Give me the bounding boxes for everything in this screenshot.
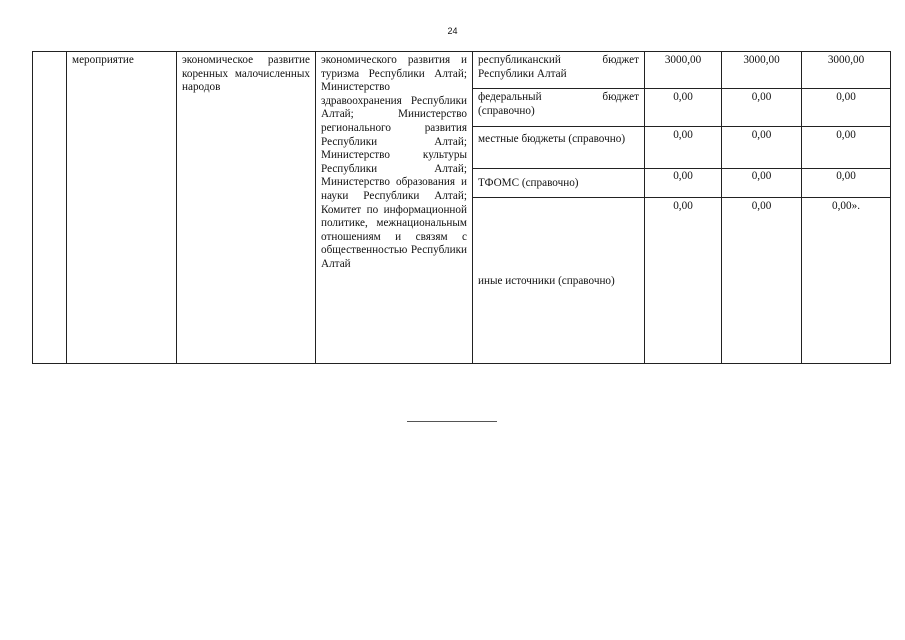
source-label-cell: ТФОМС (справочно) [473, 169, 645, 198]
value-cell: 0,00 [645, 198, 722, 364]
page-number: 24 [447, 26, 458, 36]
value-cell: 0,00 [645, 169, 722, 198]
value-cell: 3000,00 [645, 52, 722, 89]
executors-cell: экономического развития и туризма Республики Алтай; Министерство здравоохранения Республики Алтай; Министерство регионального развития Республики Алтай; Министерство культуры Республики Алтай; Министерство образования и науки Республики Алтай; Комитет по информационной политике, межнациональным отношениям и связям с общественностью Республики Алтай [316, 52, 473, 364]
end-of-document-line [407, 421, 497, 422]
value-cell: 0,00 [802, 127, 891, 169]
value-cell: 0,00 [722, 127, 802, 169]
value-cell: 0,00 [802, 89, 891, 127]
value-cell: 3000,00 [802, 52, 891, 89]
measure-name-cell: экономическое развитие коренных малочисленных народов [177, 52, 316, 364]
value-cell: 0,00 [722, 89, 802, 127]
table-row [33, 52, 891, 89]
value-cell: 0,00 [802, 169, 891, 198]
value-cell: 3000,00 [722, 52, 802, 89]
row-number-cell [33, 52, 67, 364]
value-cell: 0,00». [802, 198, 891, 364]
measure-type-cell: мероприятие [67, 52, 177, 364]
source-label-cell: республиканский бюджет Республики Алтай [473, 52, 645, 89]
source-label-cell: иные источники (справочно) [473, 198, 645, 364]
value-cell: 0,00 [645, 89, 722, 127]
funding-table [32, 51, 891, 364]
source-label-cell: местные бюджеты (справочно) [473, 127, 645, 169]
source-label-cell: федеральный бюджет (справочно) [473, 89, 645, 127]
value-cell: 0,00 [645, 127, 722, 169]
value-cell: 0,00 [722, 198, 802, 364]
value-cell: 0,00 [722, 169, 802, 198]
